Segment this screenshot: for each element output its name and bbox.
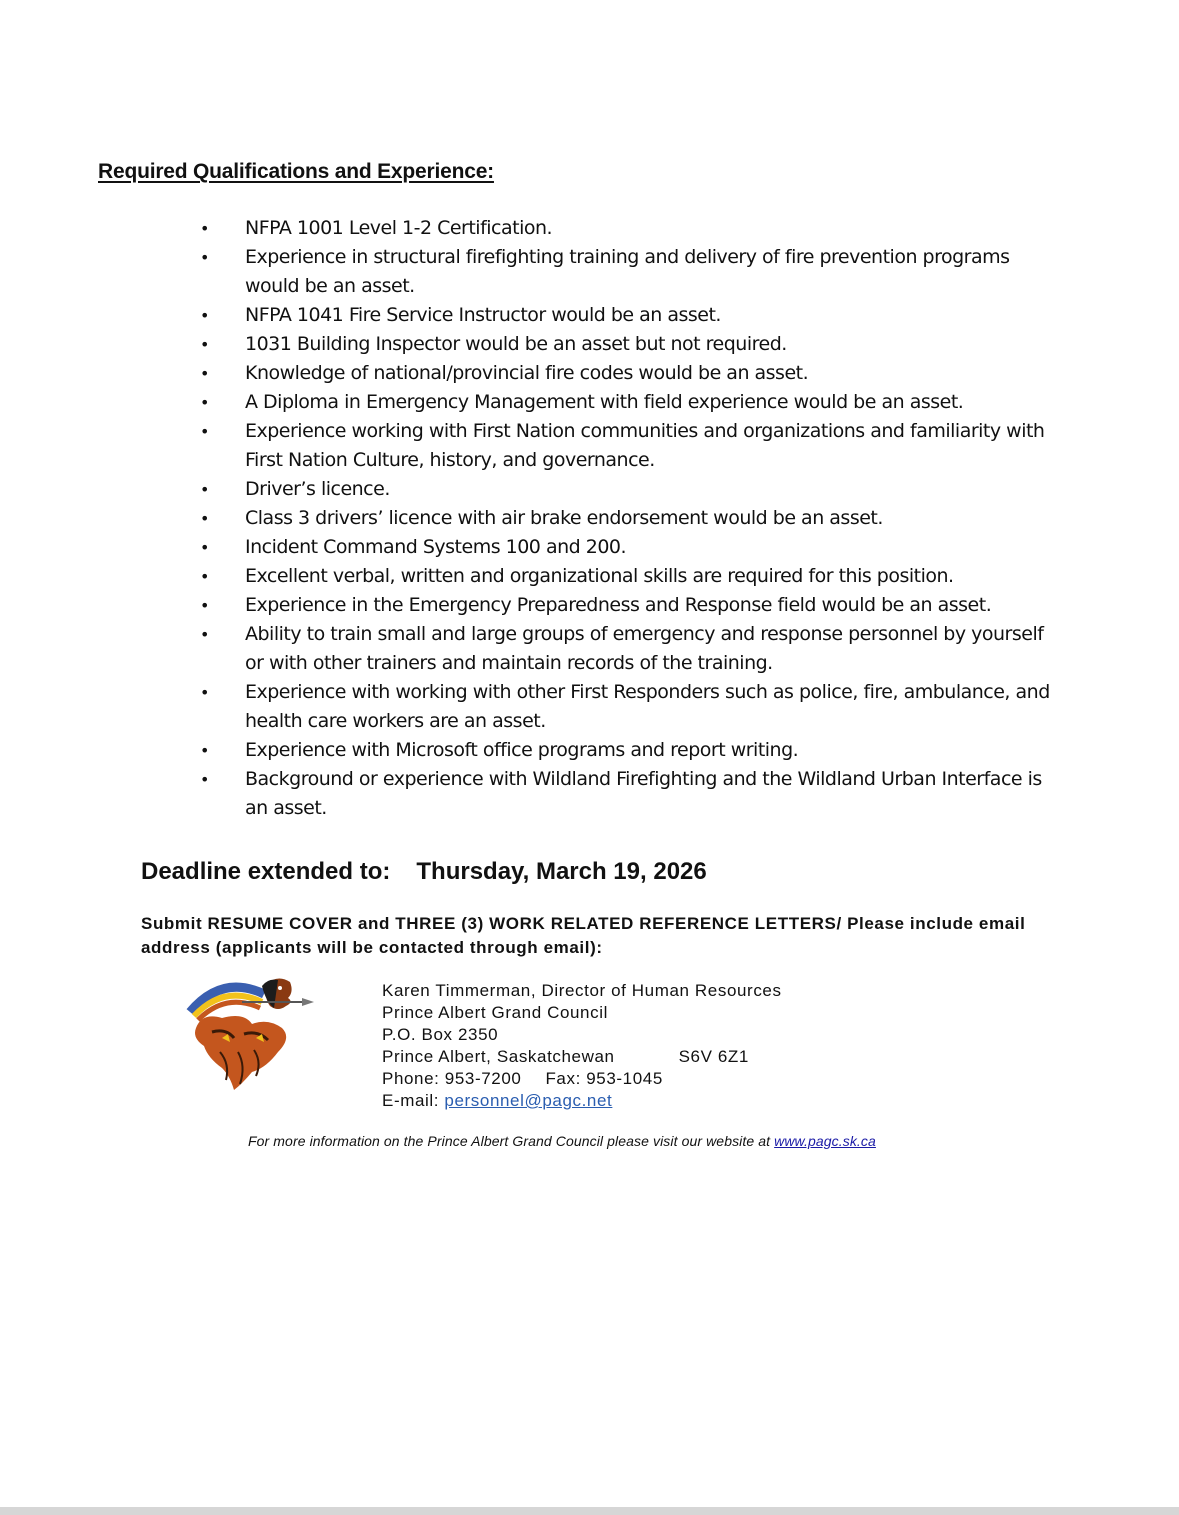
- list-item: • Class 3 drivers’ licence with air brake endorsement would be an asset.: [200, 504, 1050, 533]
- qualifications-list: [200, 214, 1050, 823]
- contact-email-line: [382, 1090, 782, 1112]
- deadline-label: Deadline extended to:: [141, 858, 391, 885]
- list-item: • 1031 Building Inspector would be an asset but not required.: [200, 330, 1050, 359]
- list-item: • Driver’s licence.: [200, 475, 1050, 504]
- list-item: • Background or experience with Wildland Firefighting and the Wildland Urban Interface is an asset.: [200, 765, 1050, 823]
- contact-phone-fax: [382, 1068, 782, 1090]
- contact-block: [382, 980, 782, 1112]
- list-item: • NFPA 1041 Fire Service Instructor would be an asset.: [200, 301, 1050, 330]
- section-heading: Required Qualifications and Experience:: [98, 160, 494, 183]
- list-item: • Experience in the Emergency Preparedness and Response field would be an asset.: [200, 591, 1050, 620]
- list-item: • Knowledge of national/provincial fire codes would be an asset.: [200, 359, 1050, 388]
- list-item: • A Diploma in Emergency Management with field experience would be an asset.: [200, 388, 1050, 417]
- contact-po-box: P.O. Box 2350: [382, 1025, 499, 1044]
- contact-postal-code: S6V 6Z1: [678, 1047, 749, 1066]
- footer-note: [248, 1133, 876, 1149]
- list-item: • Ability to train small and large groups of emergency and response personnel by yourself or with other trainers and maintain records of the training.: [200, 620, 1050, 678]
- list-item: • Experience in structural firefighting training and delivery of fire prevention programs would be an asset.: [200, 243, 1050, 301]
- prince-albert-grand-council-logo-icon: [182, 972, 322, 1094]
- contact-email-label: E-mail:: [382, 1091, 440, 1110]
- website-link[interactable]: www.pagc.sk.ca: [774, 1133, 876, 1149]
- list-item: • Experience with Microsoft office programs and report writing.: [200, 736, 1050, 765]
- list-item: • Excellent verbal, written and organizational skills are required for this position.: [200, 562, 1050, 591]
- contact-email-link[interactable]: personnel@pagc.net: [444, 1091, 613, 1110]
- list-item: • Incident Command Systems 100 and 200.: [200, 533, 1050, 562]
- contact-organization: Prince Albert Grand Council: [382, 1003, 608, 1022]
- contact-city-province: Prince Albert, Saskatchewan: [382, 1047, 615, 1066]
- submit-instructions: Submit RESUME COVER and THREE (3) WORK RELATED REFERENCE LETTERS/ Please include email address (applicants will be contacted through email):: [141, 914, 1026, 957]
- deadline-date: Thursday, March 19, 2026: [416, 858, 707, 885]
- footer-text: For more information on the Prince Albert Grand Council please visit our website at: [248, 1133, 771, 1149]
- contact-name-title: Karen Timmerman, Director of Human Resources: [382, 981, 782, 1000]
- list-item: • NFPA 1001 Level 1-2 Certification.: [200, 214, 1050, 243]
- page-bottom-edge: [0, 1507, 1179, 1515]
- list-item: • Experience working with First Nation communities and organizations and familiarity with First Nation Culture, history, and governance.: [200, 417, 1050, 475]
- deadline: [141, 858, 707, 886]
- contact-address-line: [382, 1046, 782, 1068]
- contact-fax: Fax: 953-1045: [545, 1069, 663, 1088]
- list-item: • Experience with working with other First Responders such as police, fire, ambulance, and health care workers are an asset.: [200, 678, 1050, 736]
- contact-phone: Phone: 953-7200: [382, 1069, 522, 1088]
